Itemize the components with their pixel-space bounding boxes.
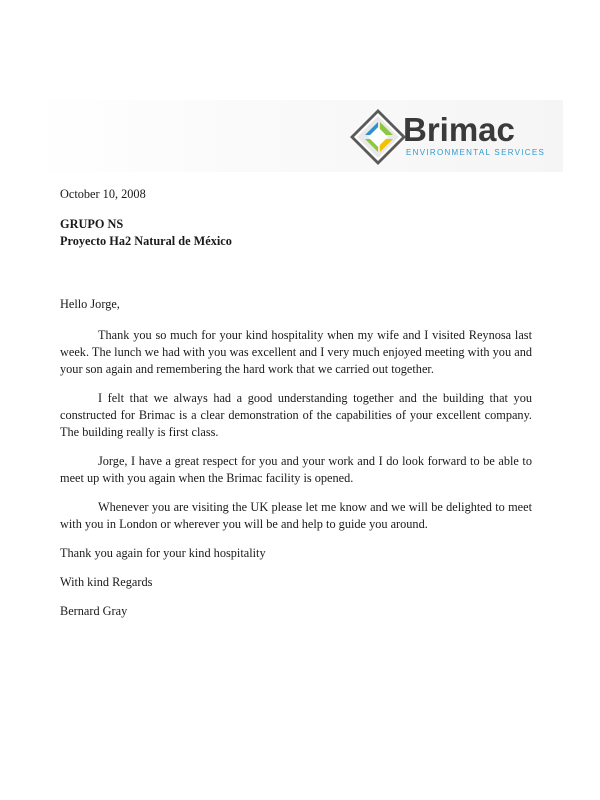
company-name: Brimac (403, 111, 515, 148)
thanks-line: Thank you again for your kind hospitality (60, 546, 266, 560)
letter-date: October 10, 2008 (60, 187, 146, 201)
company-logo (346, 106, 546, 168)
paragraph-hospitality: Thank you so much for your kind hospitality when my wife and I visited Reynosa last week. The lunch we had with you was excellent and I very much enjoyed meeting with you and your son again and remembering the hard work that we carried out together. (60, 328, 532, 376)
paragraph-uk-visit: Whenever you are visiting the UK please let me know and we will be delighted to meet with you in London or wherever you will be and help to guide you around. (60, 500, 532, 531)
brimac-diamond-logo-icon (349, 108, 407, 166)
recipient-block (60, 216, 532, 250)
recipient-company: GRUPO NS (60, 217, 124, 231)
signature-name: Bernard Gray (60, 604, 128, 618)
letter-body (60, 186, 532, 632)
closing-line: With kind Regards (60, 575, 153, 589)
paragraph-building: I felt that we always had a good understanding together and the building that you constructed for Brimac is a clear demonstration of the capabilities of your excellent company. The building really is first class. (60, 391, 532, 439)
greeting: Hello Jorge, (60, 297, 120, 311)
company-tagline: ENVIRONMENTAL SERVICES (406, 148, 546, 157)
recipient-project: Proyecto Ha2 Natural de México (60, 234, 232, 248)
paragraph-respect: Jorge, I have a great respect for you and your work and I do look forward to be able to meet up with you again when the Brimac facility is opened. (60, 454, 532, 485)
